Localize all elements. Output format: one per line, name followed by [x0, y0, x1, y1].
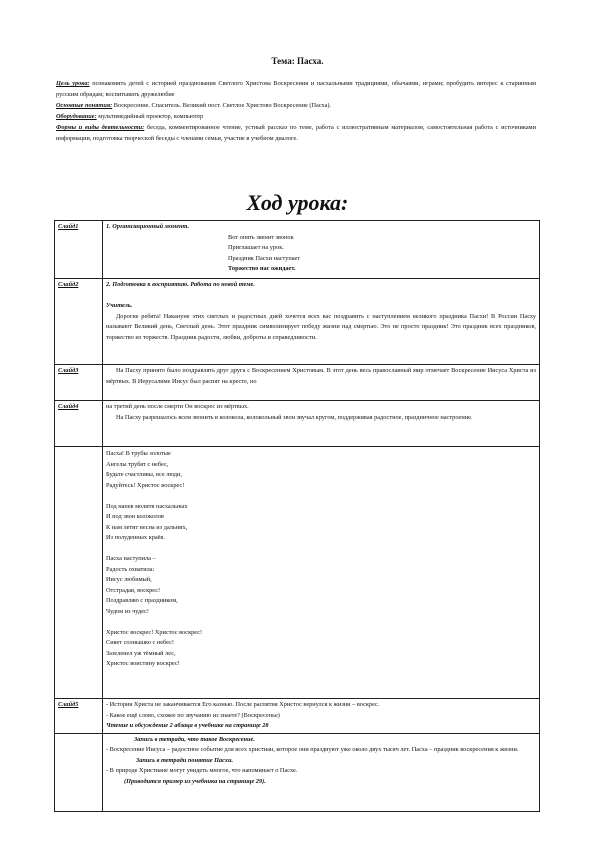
slide-content — [103, 279, 540, 365]
table-row — [55, 447, 540, 699]
table-row — [55, 221, 540, 279]
concepts-label: Основные понятия: — [56, 102, 113, 109]
poem-line: Торжество нас ожидает. — [228, 265, 296, 272]
equipment-text: мультимедийный проектор, компьютер — [96, 113, 204, 120]
teacher-text: Дорогие ребята! Накануне этих светлых и радостных дней хочется всех вас поздравить с наступлением великого праздника Пасхи! В России Пасху называют Великий день, Светлый день. Этот праздник символизирует победу жизни над смертью. Это не просто праздник! Это праздник всех праздников, торжество из торжеств. Праздник радости, любви, доброты и справедливости. — [106, 312, 536, 341]
slide-label: Слайд5 — [55, 699, 103, 734]
poem-line: Приглашает на урок. — [228, 244, 284, 251]
table-row — [55, 365, 540, 401]
poem-line: Пасха наступила – — [106, 555, 156, 562]
poem-cell — [103, 447, 540, 699]
slide-text: На Пасху разрешалось всем звонить в колокола, колокольный звон звучал кругом, поддерживая радостное, праздничное настроение. — [116, 413, 473, 421]
poem-line: Пасха! В трубы золотые — [106, 450, 171, 457]
equipment-label: Оборудование: — [56, 113, 97, 120]
slide-text: на третий день после смерти Он воскрес из мёртвых. — [106, 403, 249, 410]
slide-text: - Воскресение Иисуса – радостное событие для всех христиан, которое они празднуют уже около двух тысяч лет. Пасха – праздник воскресения к жизни. — [106, 746, 519, 753]
teacher-label: Учитель. — [106, 302, 133, 309]
poem-line: Чудом из чудес! — [106, 607, 150, 615]
poem-line: К нам летит весна из дальних, — [106, 523, 188, 531]
forms-paragraph — [56, 122, 536, 144]
concepts-paragraph — [56, 100, 536, 111]
slide-content — [103, 733, 540, 811]
poem-line: Из полуденных краёв. — [106, 534, 165, 541]
slide-label: Слайд1 — [55, 221, 103, 279]
slide-text: - История Христа не заканчивается Его казнью. После распятия Христос вернулся к жизни – воскрес. — [106, 701, 380, 708]
empty-cell — [55, 447, 103, 699]
equipment-paragraph — [56, 111, 536, 122]
slide-label: Слайд3 — [55, 365, 103, 401]
poem-line: И под звон колоколов — [106, 513, 164, 520]
poem-line: Под напев молитв пасхальных — [106, 502, 188, 510]
section-title: 1. Организационный момент. — [106, 223, 190, 230]
empty-cell — [55, 733, 103, 811]
poem-line: Отстрадав, воскрес! — [106, 586, 161, 594]
poem-line: Ангелы трубят с небес, — [106, 460, 169, 468]
poem-line: Сияет солнышко с небес! — [106, 639, 174, 646]
slide-text: Запись в тетради понятие Пасхи. — [136, 756, 234, 764]
slide-text: На Пасху принято было поздравлять друг друга с Воскресением Христовым. В этот день весь православный мир отмечает Воскресение Иисуса Христа из мёртвых. В Иерусалиме Иисус был распят на кресте, но — [106, 367, 536, 385]
poem-line: Радость охватила: — [106, 565, 155, 573]
section-title: 2. Подготовка к восприятию. Работа по новой теме. — [106, 281, 255, 288]
goal-label: Цель урока: — [56, 80, 90, 87]
page-title: Тема: Пасха. — [271, 56, 324, 66]
slide-content — [103, 699, 540, 734]
slide-content — [103, 365, 540, 401]
poem-line: Поздравляю с праздником, — [106, 597, 178, 604]
forms-text: беседа, комментированное чтение, устный рассказ по теме, работа с иллюстративным материалом, самостоятельная работа с источниками информации, подготовка творческой беседы с членами семьи, участие в учебном диалоге. — [56, 124, 536, 142]
forms-label: Формы и виды деятельности: — [56, 124, 145, 131]
goal-text: познакомить детей с историей празднования Светлого Христова Воскресения и пасхальными традициями, обычаями, играми; пробудить интерес к старинным русским обрядам; воспитывать дружелюбие — [56, 80, 537, 98]
slide-text: (Приводится пример из учебника на странице 29). — [124, 777, 266, 785]
poem-line: Радуйтесь! Христос воскрес! — [106, 481, 185, 489]
table-row — [55, 279, 540, 365]
slide-label: Слайд2 — [55, 279, 103, 365]
poem-line: Иисус любимый, — [106, 576, 152, 583]
poem-line: Праздник Пасхи наступает — [228, 254, 301, 262]
table-row — [55, 699, 540, 734]
slide-text: Запись в тетради, что такое Воскресение. — [134, 735, 255, 743]
slide-content — [103, 401, 540, 447]
table-row — [55, 733, 540, 811]
slide-text: - В природе Христиане могут увидеть многое, что напоминает о Пасхе. — [106, 767, 298, 774]
poem-line: Христос воскрес! Христос воскрес! — [106, 628, 203, 636]
goal-paragraph — [56, 78, 536, 100]
poem-line: Христос воистину воскрес! — [106, 660, 180, 667]
slide-content — [103, 221, 540, 279]
poem-line: Вот опять звенит звонок — [228, 233, 294, 241]
slide-text: - Какое ещё слово, схожее по звучанию из знаете? (Воскресенье) — [106, 711, 280, 719]
poem-line: Зазеленел уж тёмный лес, — [106, 649, 176, 657]
lesson-table — [54, 220, 540, 812]
poem-line: Будьте счастливы, все люди, — [106, 471, 182, 478]
table-row — [55, 401, 540, 447]
concepts-text: Воскресение. Спаситель. Великий пост. Светлое Христово Воскресение (Пасха). — [112, 102, 332, 109]
lesson-intro — [56, 78, 536, 144]
slide-label: Слайд4 — [55, 401, 103, 447]
lesson-heading: Ход урока: — [246, 190, 349, 215]
slide-text: Чтение и обсуждение 2 абзаца в учебнике на странице 28 — [106, 722, 269, 729]
